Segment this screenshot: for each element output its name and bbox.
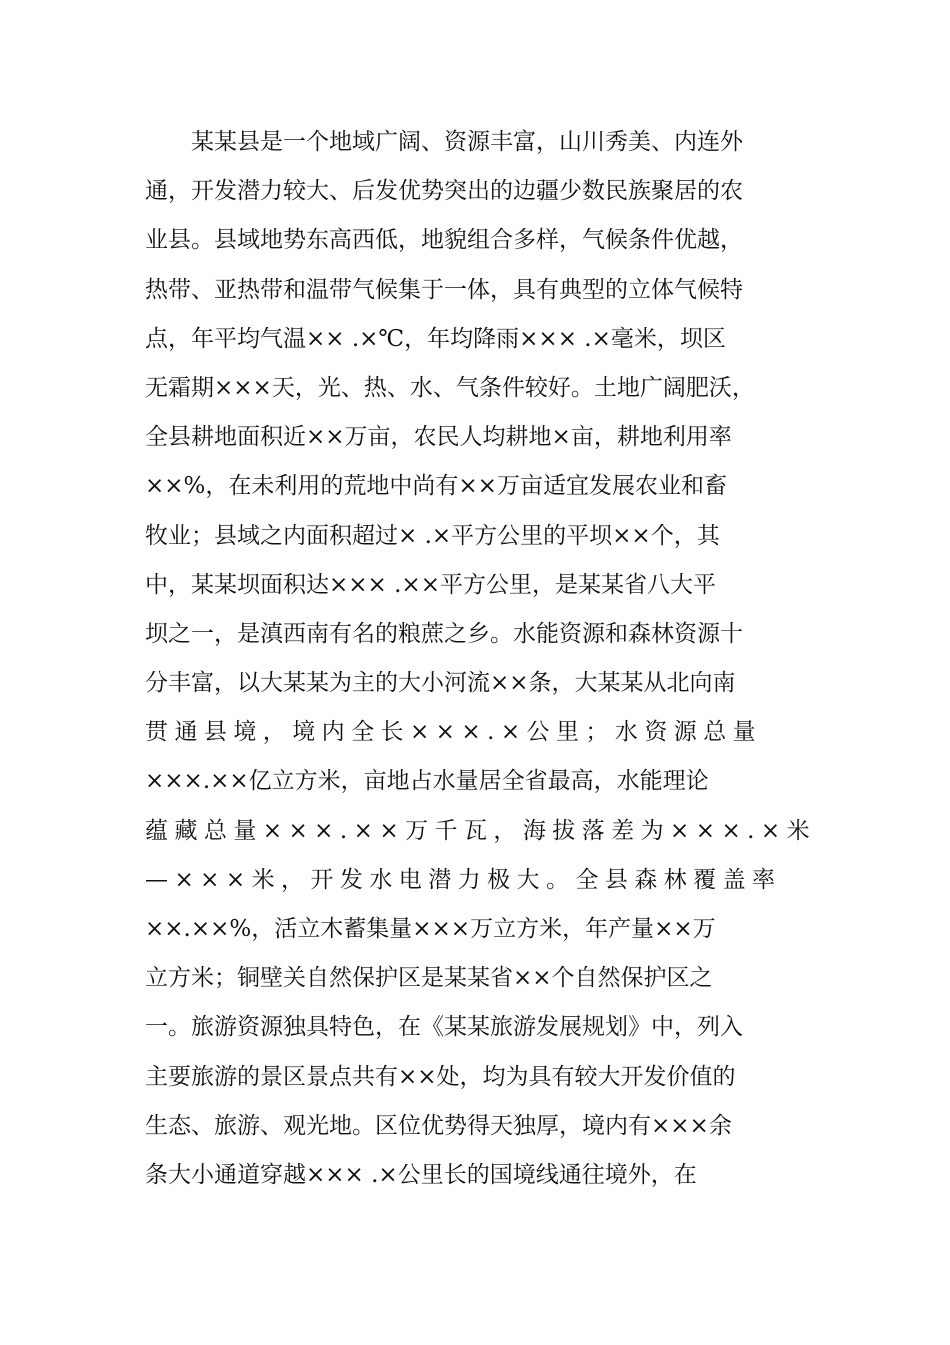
text-line: 点，年平均气温×× .×℃，年均降雨××× .×毫米，坝区 [145,325,726,352]
text-line: 贯通县境，境内全长×××.×公里；水资源总量 [145,719,763,746]
text-line: 生态、旅游、观光地。区位优势得天独厚，境内有×××余 [145,1112,732,1139]
text-line: 一。旅游资源独具特色，在《某某旅游发展规划》中，列入 [145,1014,743,1041]
text-line: 主要旅游的景区景点共有××处，均为具有较大开发价值的 [145,1063,736,1090]
text-line: —×××米，开发水电潜力极大。全县森林覆盖率 [145,866,782,893]
text-line: ××.××%，活立木蓄集量×××万立方米，年产量××万 [145,916,716,942]
text-line: 通，开发潜力较大、后发优势突出的边疆少数民族聚居的农 [145,178,743,205]
text-line: ××%，在未利用的荒地中尚有××万亩适宜发展农业和畜 [145,473,727,500]
text-line: 无霜期×××天，光、热、水、气条件较好。土地广阔肥沃， [145,374,755,401]
text-line: 业县。县域地势东高西低，地貌组合多样，气候条件优越， [145,227,743,254]
text-line: 热带、亚热带和温带气候集于一体，具有典型的立体气候特 [145,276,743,303]
text-line: 坝之一，是滇西南有名的粮蔗之乡。水能资源和森林资源十 [145,620,743,647]
text-line: ×××.××亿立方米，亩地占水量居全省最高，水能理论 [145,768,709,795]
text-line: 中，某某坝面积达××× .××平方公里，是某某省八大平 [145,571,716,598]
text-line: 蕴藏总量×××.××万千瓦，海拔落差为×××.×米 [145,817,817,844]
text-line: 牧业；县域之内面积超过× .×平方公里的平坝××个，其 [145,522,720,549]
text-line: 立方米；铜壁关自然保护区是某某省××个自然保护区之 [145,965,713,992]
text-line: 全县耕地面积近××万亩，农民人均耕地×亩，耕地利用率 [145,424,732,451]
text-line: 条大小通道穿越××× .×公里长的国境线通往境外，在 [145,1161,697,1188]
text-line: 某某县是一个地域广阔、资源丰富，山川秀美、内连外 [191,129,743,155]
body-paragraph [145,118,815,1200]
text-line: 分丰富，以大某某为主的大小河流××条，大某某从北向南 [145,670,736,697]
